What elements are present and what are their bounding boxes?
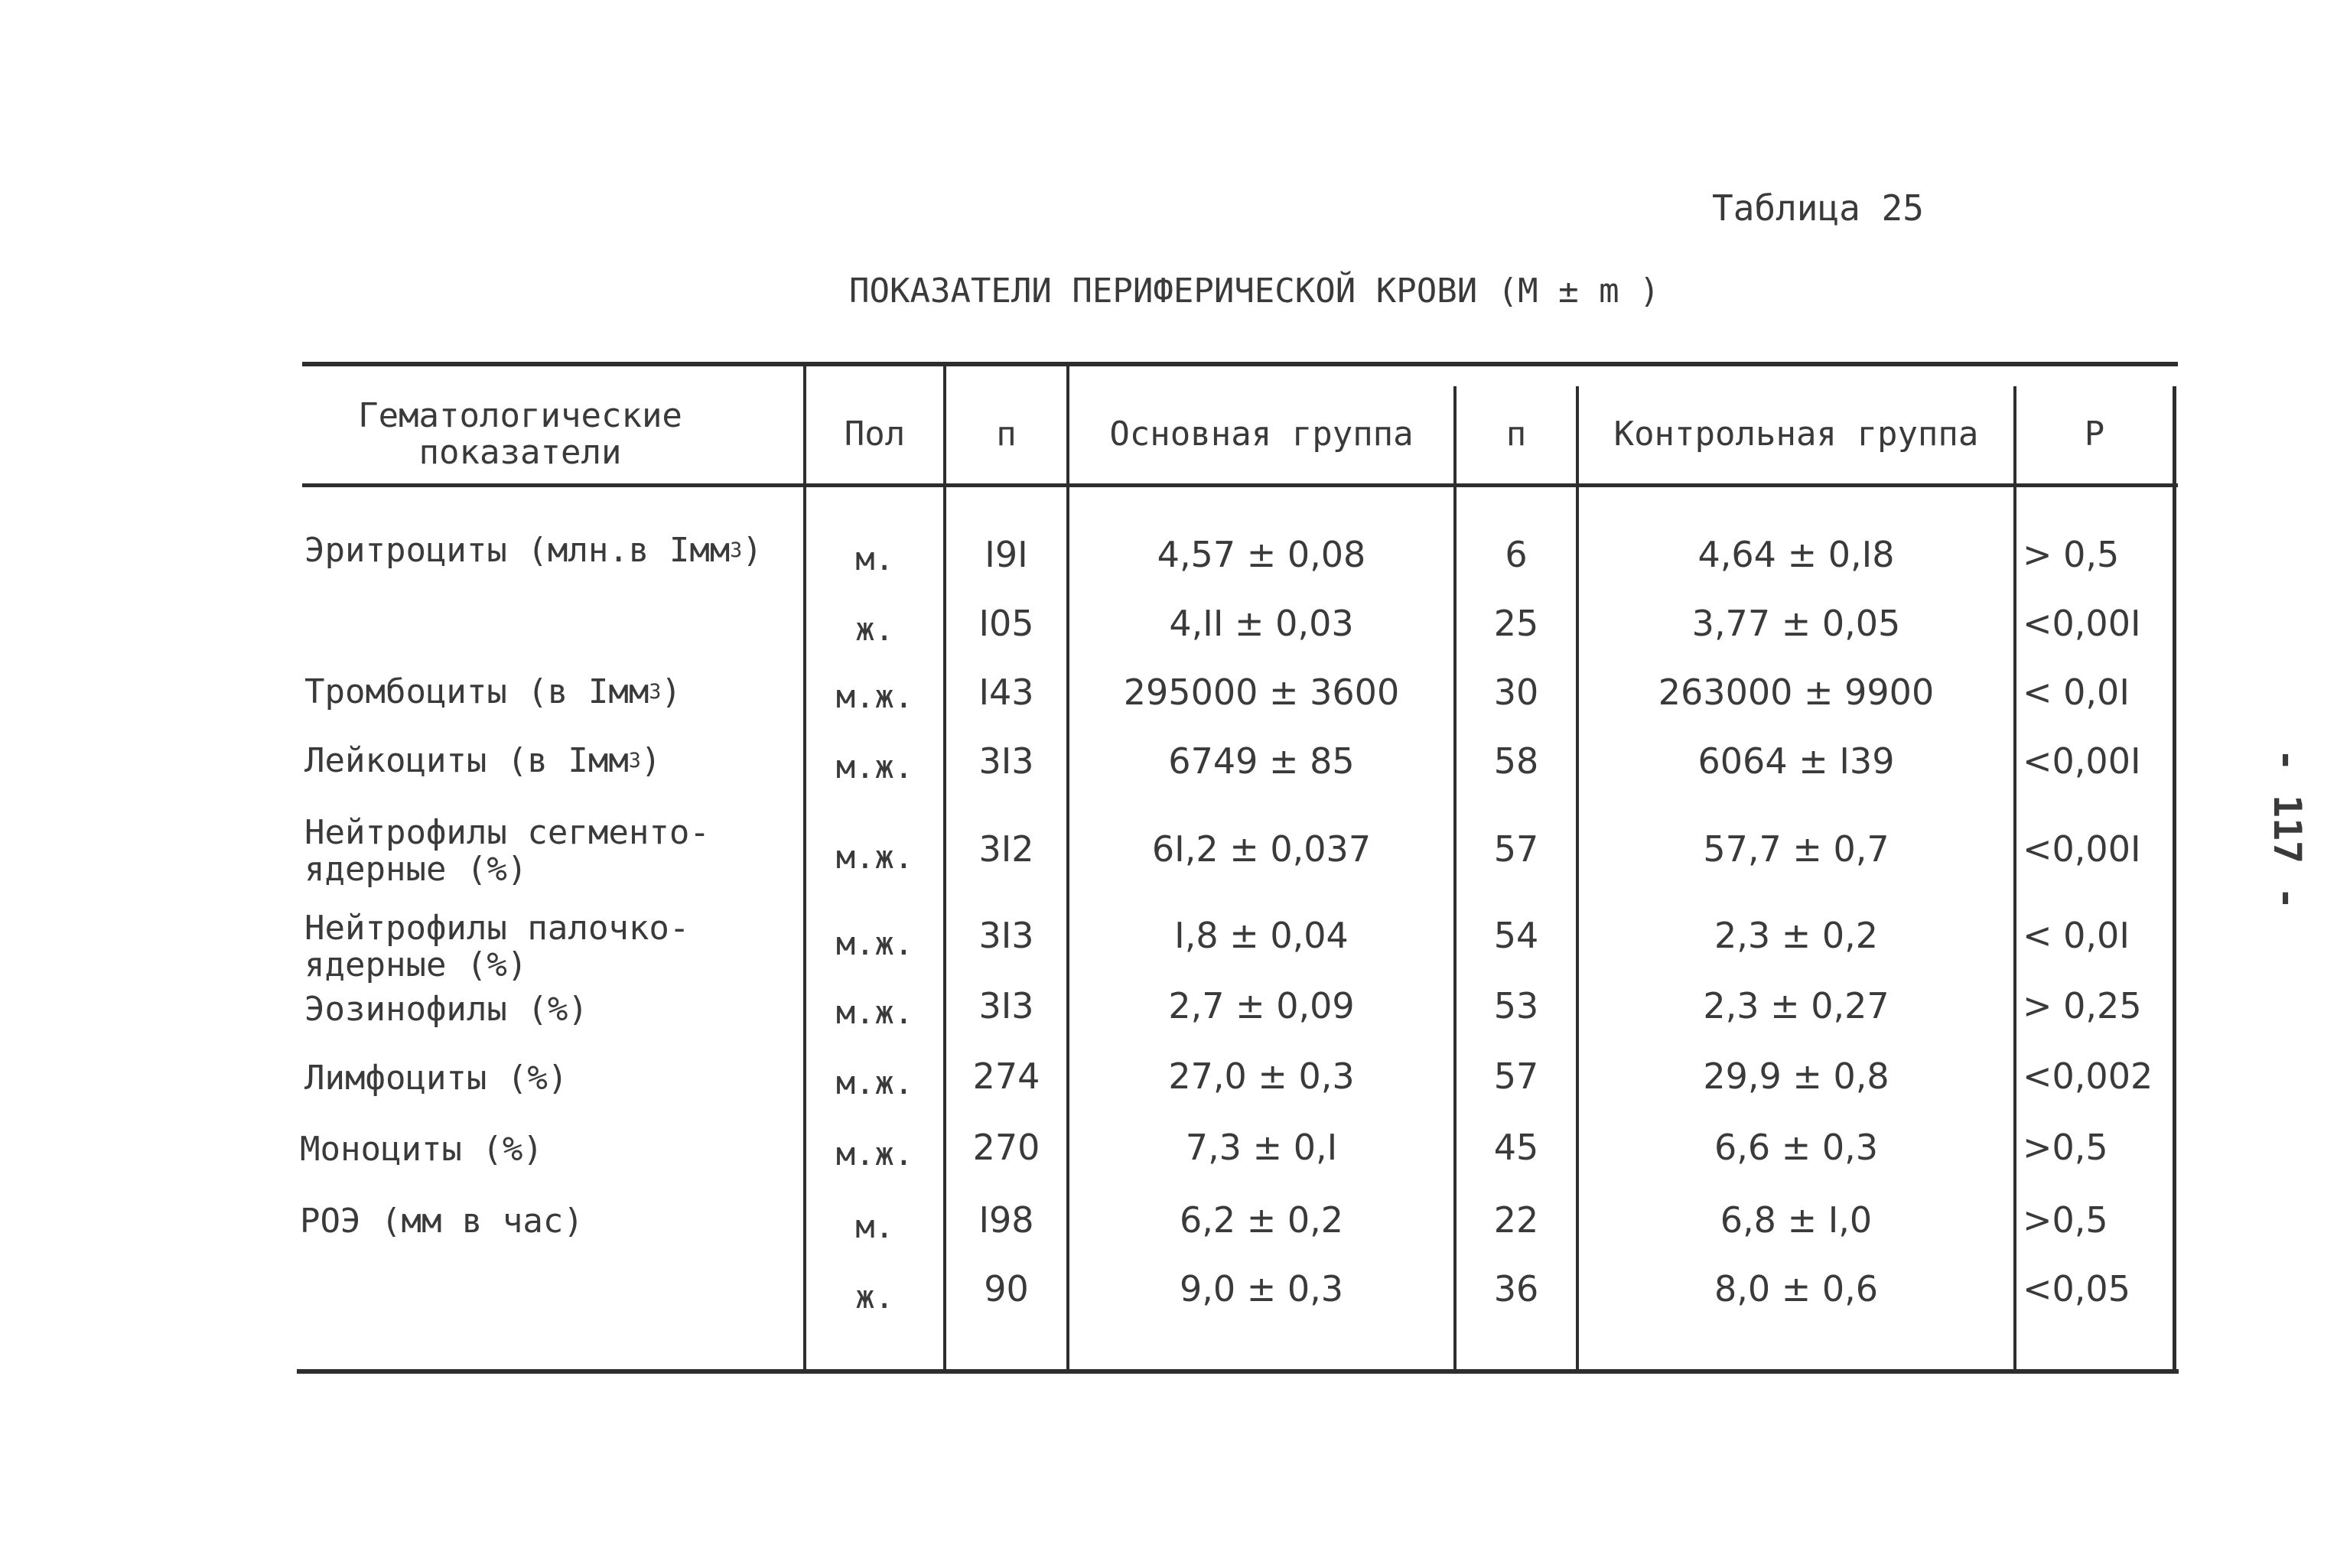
header-p: Р	[2084, 415, 2105, 454]
row-9-p: >0,5	[2023, 1127, 2108, 1168]
row-3-control: 263000 ± 9900	[1658, 672, 1935, 713]
row-9-main: 7,3 ± 0,I	[1185, 1127, 1338, 1168]
row-6-main: I,8 ± 0,04	[1174, 915, 1349, 956]
row-10-sex: м.	[855, 1207, 894, 1245]
row-1-n-control: 6	[1505, 534, 1528, 575]
row-7-n-main: 3I3	[978, 985, 1034, 1026]
row-8-indicator: Лимфоциты (%)	[304, 1059, 568, 1098]
row-11-n-control: 36	[1493, 1268, 1539, 1309]
row-2-n-control: 25	[1493, 603, 1539, 644]
row-2-main: 4,II ± 0,03	[1169, 603, 1354, 644]
row-6-p: < 0,0I	[2023, 915, 2130, 956]
row-7-control: 2,3 ± 0,27	[1703, 985, 1889, 1026]
row-3-n-control: 30	[1493, 672, 1539, 713]
row-2-n-main: I05	[978, 603, 1034, 644]
row-10-n-control: 22	[1493, 1199, 1539, 1241]
row-8-p: <0,002	[2023, 1056, 2153, 1097]
row-5-indicator: Нейтрофилы сегменто-ядерные (%)	[304, 812, 710, 889]
row-7-main: 2,7 ± 0,09	[1168, 985, 1355, 1026]
row-9-control: 6,6 ± 0,3	[1714, 1127, 1879, 1168]
table-top-rule	[302, 362, 2178, 366]
header-control-group: Контрольная группа	[1613, 415, 1979, 454]
row-5-sex: м.ж.	[835, 838, 914, 876]
header-n-main: п	[996, 415, 1017, 454]
row-7-p: > 0,25	[2023, 985, 2142, 1026]
row-2-sex: ж.	[855, 610, 894, 648]
row-3-indicator: Тромбоциты (в Iмм 3 )	[304, 672, 682, 711]
row-1-p: > 0,5	[2023, 534, 2120, 575]
row-6-sex: м.ж.	[835, 924, 914, 962]
table-title: ПОКАЗАТЕЛИ ПЕРИФЕРИЧЕСКОЙ КРОВИ (М ± m )	[849, 272, 1660, 311]
row-4-sex: м.ж.	[835, 747, 914, 786]
row-2-control: 3,77 ± 0,05	[1691, 603, 1901, 644]
row-11-sex: ж.	[855, 1277, 894, 1316]
header-indicator: Гематологические показатели	[358, 395, 682, 472]
row-10-n-main: I98	[978, 1199, 1034, 1241]
header-sex: Пол	[844, 415, 906, 454]
row-5-control: 57,7 ± 0,7	[1703, 828, 1889, 870]
page-number: - 117 -	[2265, 748, 2309, 910]
row-3-main: 295000 ± 3600	[1123, 672, 1400, 713]
header-n-control: п	[1505, 415, 1527, 454]
row-10-main: 6,2 ± 0,2	[1179, 1199, 1344, 1241]
row-5-main: 6I,2 ± 0,037	[1151, 828, 1372, 870]
row-11-n-main: 90	[984, 1268, 1029, 1309]
row-5-n-main: 3I2	[978, 828, 1034, 870]
row-5-p: <0,00I	[2023, 828, 2141, 870]
row-4-n-main: 3I3	[978, 740, 1034, 782]
row-3-p: < 0,0I	[2023, 672, 2130, 713]
row-4-indicator: Лейкоциты (в Iмм 3 )	[304, 741, 662, 780]
table-label: Таблица 25	[1712, 187, 1924, 229]
row-8-sex: м.ж.	[835, 1063, 914, 1101]
row-11-control: 8,0 ± 0,6	[1714, 1268, 1879, 1309]
row-3-n-main: I43	[978, 672, 1034, 713]
row-7-n-control: 53	[1493, 985, 1539, 1026]
row-11-p: <0,05	[2023, 1268, 2130, 1309]
row-1-indicator: Эритроциты (млн.в Iмм 3 )	[304, 531, 763, 570]
row-4-main: 6749 ± 85	[1168, 740, 1355, 782]
header-bottom-rule	[302, 483, 2178, 487]
row-1-sex: м.	[855, 539, 894, 577]
row-8-control: 29,9 ± 0,8	[1703, 1056, 1889, 1097]
row-6-indicator: Нейтрофилы палочко-ядерные (%)	[304, 908, 690, 984]
row-3-sex: м.ж.	[835, 677, 914, 715]
row-4-n-control: 58	[1493, 740, 1539, 782]
row-9-sex: м.ж.	[835, 1134, 914, 1173]
row-1-control: 4,64 ± 0,I8	[1697, 534, 1895, 575]
row-11-main: 9,0 ± 0,3	[1179, 1268, 1344, 1309]
row-9-n-main: 270	[972, 1127, 1040, 1168]
row-7-sex: м.ж.	[835, 993, 914, 1031]
row-8-main: 27,0 ± 0,3	[1168, 1056, 1355, 1097]
row-7-indicator: Эозинофилы (%)	[304, 990, 588, 1029]
row-10-p: >0,5	[2023, 1199, 2108, 1241]
table-right-edge	[2173, 386, 2176, 1373]
row-8-n-main: 274	[972, 1056, 1040, 1097]
row-9-indicator: Моноциты (%)	[300, 1130, 543, 1169]
header-main-group: Основная группа	[1109, 415, 1414, 454]
row-1-main: 4,57 ± 0,08	[1157, 534, 1366, 575]
row-6-control: 2,3 ± 0,2	[1714, 915, 1879, 956]
row-8-n-control: 57	[1493, 1056, 1539, 1097]
row-4-p: <0,00I	[2023, 740, 2141, 782]
row-1-n-main: I9I	[985, 534, 1028, 575]
row-2-p: <0,00I	[2023, 603, 2141, 644]
row-9-n-control: 45	[1493, 1127, 1539, 1168]
row-10-control: 6,8 ± I,0	[1720, 1199, 1873, 1241]
table-bottom-rule	[297, 1369, 2179, 1374]
row-6-n-main: 3I3	[978, 915, 1034, 956]
row-4-control: 6064 ± I39	[1697, 740, 1895, 782]
row-10-indicator: РОЭ (мм в час)	[300, 1202, 584, 1241]
row-6-n-control: 54	[1493, 915, 1539, 956]
row-5-n-control: 57	[1493, 828, 1539, 870]
